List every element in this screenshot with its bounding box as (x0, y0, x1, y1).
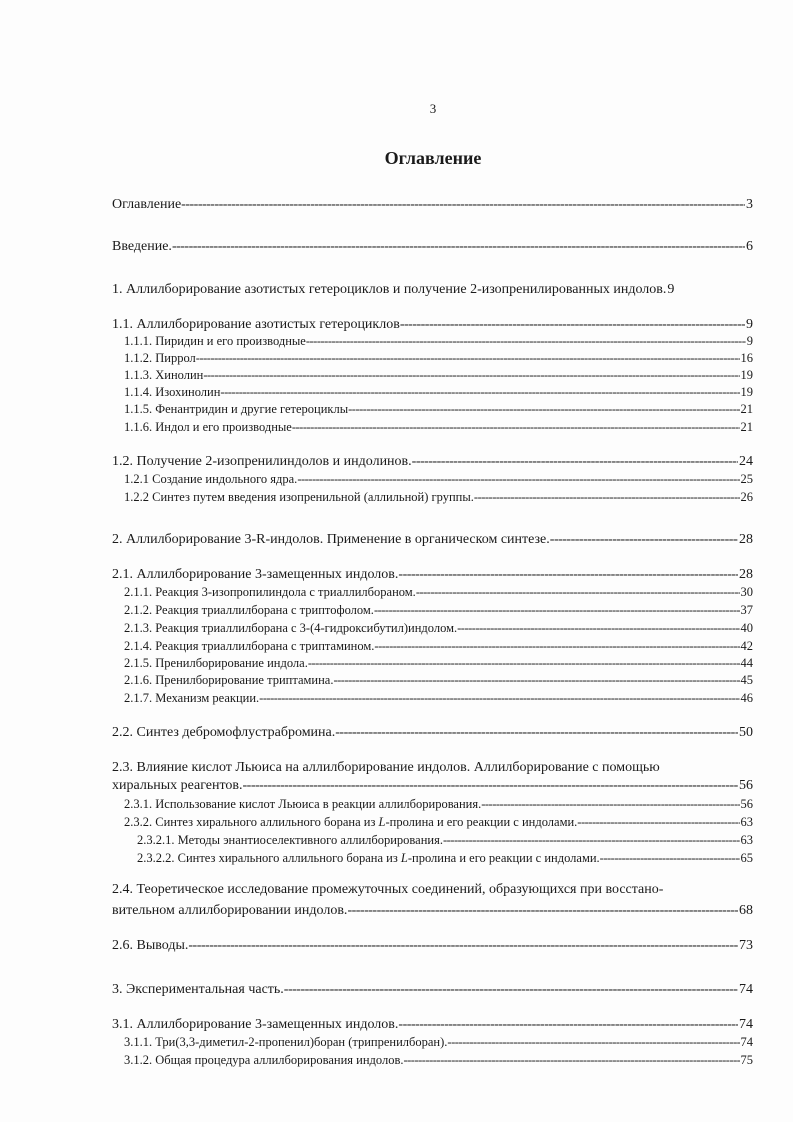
toc-entry-page: 26 (740, 490, 753, 504)
toc-entry-title: 1.1.5. Фенантридин и другие гетероциклы (124, 402, 349, 416)
toc-entry-title: 3.1.1. Три(3,3-диметил-2-пропенил)боран (трипренилборан). (124, 1035, 448, 1049)
toc-entry-page: 3 (746, 197, 753, 212)
toc-entry-page: 28 (739, 532, 753, 547)
toc-entry-title: 1.2. Получение 2-изопренилиндолов и индолинов. (112, 454, 412, 469)
toc-entry-title: 2.2. Синтез дебромофлустрабромина. (112, 725, 336, 740)
toc-entry-page: 21 (740, 420, 753, 434)
toc-entry-page: 24 (739, 454, 753, 469)
toc-entry-title: Оглавление (112, 197, 182, 212)
leader-dots (600, 851, 740, 866)
leader-dots (577, 815, 739, 830)
toc-entry-page: 16 (740, 351, 753, 365)
toc-entry-title: вительном аллилборировании индолов. (112, 903, 348, 918)
toc-entry-page: 56 (739, 778, 753, 793)
toc-entry-title: 2.1. Аллилборирование 3-замещенных индолов. (112, 567, 399, 582)
leader-dots (400, 317, 745, 333)
leader-dots (347, 903, 738, 919)
leader-dots (243, 778, 738, 794)
toc-entry-title: 2.1.3. Реакция триаллилборана с 3-(4-гидроксибутил)индолом. (124, 621, 458, 635)
italic-letter: L (400, 851, 408, 865)
toc-entry[interactable] (124, 402, 753, 417)
toc-entry-title: 1.1.6. Индол и его производные (124, 420, 292, 434)
toc-entry-page: 19 (740, 385, 753, 399)
toc-entry-title-rest: -пролина и его реакции с индолами. (385, 815, 578, 829)
leader-dots (306, 334, 746, 349)
toc-entry[interactable] (112, 938, 753, 954)
leader-dots (374, 603, 740, 618)
toc-entry[interactable] (112, 903, 753, 919)
toc-entry-title: 1.1.3. Хинолин (124, 368, 204, 382)
leader-dots (398, 567, 738, 583)
toc-entry-title: 1.1. Аллилборирование азотистых гетероциклов (112, 317, 400, 332)
leader-dots (398, 1017, 738, 1033)
toc-entry-title: 1. Аллилборирование азотистых гетероциклов и получение 2-изопренилированных индолов. (112, 282, 667, 297)
leader-dots (220, 385, 739, 400)
toc-entry-page: 21 (740, 402, 753, 416)
toc-entry-title: 2.1.6. Пренилборирование триптамина. (124, 673, 334, 687)
toc-entry[interactable] (124, 472, 753, 487)
italic-letter: L (378, 815, 386, 829)
leader-dots (403, 1053, 739, 1068)
leader-dots (412, 454, 738, 470)
toc-entry-page: 42 (740, 639, 753, 653)
toc-entry-page: 74 (739, 982, 753, 997)
toc-entry[interactable] (124, 603, 753, 618)
toc-entry-page: 40 (740, 621, 753, 635)
leader-dots (335, 725, 738, 741)
toc-entry-title: 1.2.2 Синтез путем введения изопренильной (аллильной) группы. (124, 490, 474, 504)
leader-dots (443, 833, 740, 848)
toc-entry-title: 2.1.7. Механизм реакции. (124, 691, 260, 705)
leader-dots (416, 585, 740, 600)
leader-dots (374, 639, 739, 654)
toc-entry[interactable] (137, 851, 753, 866)
toc-entry-title: 2. Аллилборирование 3-R-индолов. Применение в органическом синтезе. (112, 532, 550, 547)
toc-entry-page: 74 (740, 1035, 753, 1049)
toc-entry-page: 63 (740, 815, 753, 829)
toc-entry-page: 6 (746, 239, 753, 254)
leader-dots (481, 797, 739, 812)
toc-entry-title: Введение. (112, 239, 172, 254)
leader-dots (203, 368, 739, 383)
toc-entry-page: 45 (740, 673, 753, 687)
toc-entry-title: 2.1.5. Пренилборирование индола. (124, 656, 308, 670)
toc-entry[interactable] (124, 656, 753, 671)
toc-entry[interactable] (124, 797, 753, 812)
toc-entry[interactable] (124, 490, 753, 505)
toc-entry-page: 44 (740, 656, 753, 670)
page-number: 3 (429, 101, 437, 116)
toc-entry-page: 9 (746, 334, 753, 348)
toc-entry[interactable] (124, 815, 753, 830)
leader-dots (172, 239, 745, 255)
toc-entry-page: 50 (739, 725, 753, 740)
toc-entry[interactable] (137, 833, 753, 848)
toc-entry-title: 3.1. Аллилборирование 3-замещенных индолов. (112, 1017, 399, 1032)
toc-entry-page: 65 (740, 851, 753, 865)
toc-entry-first-line: 2.3. Влияние кислот Льюиса на аллилборирование индолов. Аллилборирование с помощью (112, 760, 660, 775)
leader-dots (333, 673, 739, 688)
leader-dots (284, 982, 738, 998)
toc-entry-title: 2.3.2.1. Методы энантиоселективного аллилборирования. (137, 833, 443, 847)
toc-entry-first-line: 2.4. Теоретическое исследование промежуточных соединений, образующихся при восстано- (112, 882, 664, 897)
toc-entry[interactable] (124, 385, 753, 400)
toc-entry-page: 19 (740, 368, 753, 382)
toc-entry[interactable] (112, 1017, 753, 1033)
toc-entry[interactable] (124, 691, 753, 706)
toc-entry[interactable] (112, 982, 753, 998)
toc-entry-title-rest: -пролина и его реакции с индолами. (407, 851, 600, 865)
toc-entry-page: 46 (740, 691, 753, 705)
toc-entry[interactable] (112, 778, 753, 794)
toc-entry-page: 28 (739, 567, 753, 582)
toc-entry[interactable] (112, 725, 753, 741)
toc-entry[interactable] (124, 1035, 753, 1050)
leader-dots (474, 490, 740, 505)
toc-entry[interactable] (124, 585, 753, 600)
toc-entry-title: 3. Экспериментальная часть. (112, 982, 284, 997)
toc-entry[interactable] (124, 673, 753, 688)
toc-entry[interactable] (112, 317, 753, 333)
toc-entry-title: 2.1.1. Реакция 3-изопропилиндола с триаллилбораном. (124, 585, 416, 599)
toc-entry[interactable] (112, 532, 753, 548)
leader-dots (297, 472, 739, 487)
toc-entry[interactable] (112, 282, 757, 298)
toc-entry-title: 1.2.1 Создание индольного ядра. (124, 472, 298, 486)
toc-entry-page: 30 (740, 585, 753, 599)
toc-entry[interactable] (124, 639, 753, 654)
toc-entry-title: 2.6. Выводы. (112, 938, 189, 953)
toc-entry-title: 2.1.2. Реакция триаллилборана с триптофолом. (124, 603, 374, 617)
toc-entry-title: 2.1.4. Реакция триаллилборана с триптамином. (124, 639, 375, 653)
toc-entry-title: 3.1.2. Общая процедура аллилборирования индолов. (124, 1053, 404, 1067)
toc-entry-page: 73 (739, 938, 753, 953)
toc-entry[interactable] (112, 454, 753, 470)
leader-dots (188, 938, 738, 954)
toc-entry[interactable] (124, 334, 753, 349)
leader-dots (292, 420, 740, 435)
leader-dots (181, 197, 745, 213)
leader-dots (308, 656, 740, 671)
toc-entry-title: 2.3.2. Синтез хирального аллильного борана из (124, 815, 379, 829)
toc-entry-page: 74 (739, 1017, 753, 1032)
toc-entry[interactable] (112, 239, 753, 255)
toc-entry-page: 63 (740, 833, 753, 847)
toc-entry-page: 25 (740, 472, 753, 486)
toc-entry[interactable] (112, 197, 753, 213)
toc-entry-page: 75 (740, 1053, 753, 1067)
toc-entry[interactable] (124, 621, 753, 636)
toc-entry[interactable] (124, 368, 753, 383)
toc-entry-title: 1.1.2. Пиррол (124, 351, 196, 365)
toc-entry[interactable] (124, 351, 753, 366)
leader-dots (447, 1035, 739, 1050)
toc-entry-page: 68 (739, 903, 753, 918)
toc-entry-title: 2.3.1. Использование кислот Льюиса в реакции аллилборирования. (124, 797, 482, 811)
toc-entry[interactable] (124, 1053, 753, 1068)
toc-entry-page: 37 (740, 603, 753, 617)
toc-title: Оглавление (384, 148, 482, 168)
toc-entry-page: 9 (746, 317, 753, 332)
toc-entry-title: 1.1.4. Изохинолин (124, 385, 221, 399)
toc-entry-title: 2.3.2.2. Синтез хирального аллильного борана из (137, 851, 401, 865)
toc-entry[interactable] (124, 420, 753, 435)
leader-dots (457, 621, 739, 636)
toc-entry-title: 1.1.1. Пиридин и его производные (124, 334, 306, 348)
leader-dots (259, 691, 739, 706)
toc-entry[interactable] (112, 567, 753, 583)
toc-entry-page: 9 (667, 282, 675, 297)
leader-dots (196, 351, 740, 366)
toc-entry-title: хиральных реагентов. (112, 778, 243, 793)
leader-dots (550, 532, 738, 548)
leader-dots (348, 402, 739, 417)
toc-entry-page: 56 (740, 797, 753, 811)
